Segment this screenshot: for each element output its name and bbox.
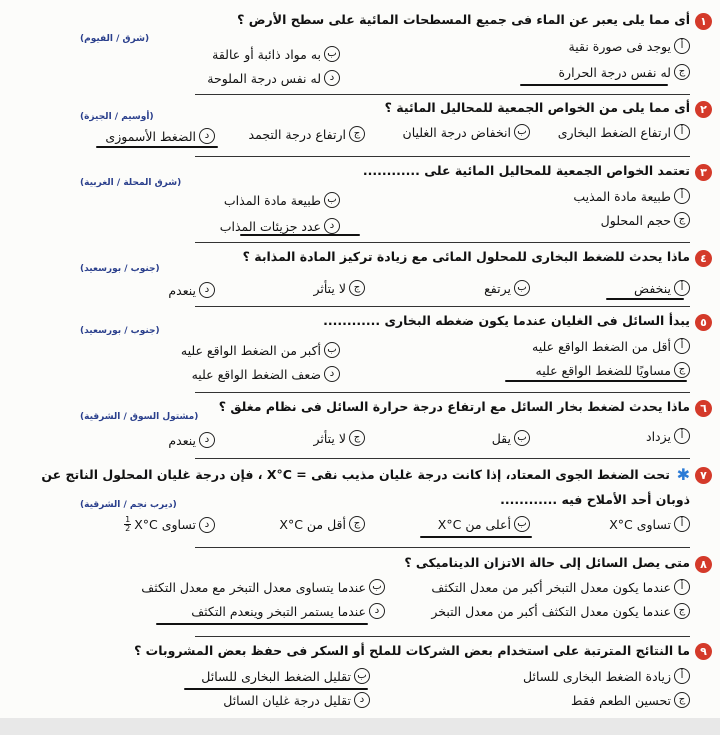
- option-marker: ج: [349, 280, 365, 296]
- separator: [195, 392, 690, 393]
- option-b[interactable]: [438, 516, 530, 532]
- answer-underline: [96, 146, 218, 148]
- question-number: ٧: [695, 467, 712, 484]
- answer-underline: [520, 84, 668, 86]
- option-marker: أ: [674, 668, 690, 684]
- question-number: ٩: [695, 643, 712, 660]
- option-b[interactable]: [181, 342, 340, 358]
- option-marker: أ: [674, 428, 690, 444]
- option-marker: ب: [514, 280, 530, 296]
- option-text: تحسين الطعم فقط: [571, 692, 671, 708]
- answer-underline: [420, 536, 532, 538]
- option-marker: ب: [324, 342, 340, 358]
- option-d[interactable]: [223, 692, 370, 708]
- option-marker: ج: [674, 64, 690, 80]
- option-c[interactable]: [601, 212, 690, 228]
- option-marker: ج: [674, 362, 690, 378]
- option-c[interactable]: [431, 603, 690, 619]
- fraction-denominator: 2: [125, 524, 131, 533]
- question-text: متى يصل السائل إلى حالة الاتزان الديناميكى ؟: [404, 555, 690, 570]
- option-text: ارتفاع درجة التجمد: [248, 126, 346, 142]
- option-text: تقليل درجة غليان السائل: [223, 692, 351, 708]
- option-marker: د: [199, 432, 215, 448]
- option-text: زيادة الضغط البخارى للسائل: [523, 668, 671, 684]
- option-text: حجم المحلول: [600, 212, 671, 228]
- option-marker: ج: [349, 516, 365, 532]
- option-a[interactable]: [609, 516, 690, 532]
- question-text: أى مما يلى يعبر عن الماء فى جميع المسطحات المائية على سطح الأرض ؟: [237, 12, 690, 27]
- option-d[interactable]: [122, 516, 215, 533]
- option-text: طبيعة مادة المذيب: [573, 188, 671, 204]
- option-marker: ج: [674, 603, 690, 619]
- question-source: (مشتول السوق / الشرقية): [80, 412, 199, 422]
- option-text: له نفس درجة الملوحة: [207, 70, 321, 86]
- separator: [195, 306, 690, 307]
- option-marker: د: [324, 366, 340, 382]
- option-b[interactable]: [492, 430, 530, 446]
- option-b[interactable]: [201, 668, 370, 684]
- asterisk-icon: ✱: [676, 465, 690, 484]
- answer-underline: [156, 623, 368, 625]
- option-text: يقل: [491, 430, 511, 446]
- option-text: مساويًا للضغط الواقع عليه: [535, 362, 671, 378]
- fraction-numerator: 1: [125, 515, 131, 524]
- option-d[interactable]: [191, 603, 385, 619]
- option-a[interactable]: [569, 38, 690, 54]
- question-text: تعتمد الخواص الجمعية للمحاليل المائية على ............: [362, 163, 690, 178]
- option-marker: د: [369, 603, 385, 619]
- option-c[interactable]: [313, 280, 365, 296]
- option-c[interactable]: [313, 430, 365, 446]
- option-text: أقل من الضغط الواقع عليه: [532, 338, 671, 354]
- option-c[interactable]: [279, 516, 365, 532]
- option-c[interactable]: [249, 126, 365, 142]
- option-marker: ج: [349, 126, 365, 142]
- question-text: ما النتائج المترتبة على استخدام بعض الشركات للملح أو السكر فى حفظ بعض المشروبات ؟: [134, 643, 690, 658]
- option-text: ينعدم: [168, 432, 196, 448]
- answer-underline: [240, 234, 360, 236]
- option-d[interactable]: [192, 366, 340, 382]
- option-a[interactable]: [532, 338, 690, 354]
- option-marker: ب: [369, 579, 385, 595]
- option-c[interactable]: [558, 64, 690, 80]
- option-marker: د: [324, 218, 340, 234]
- separator: [195, 156, 690, 157]
- question-text: أى مما يلى من الخواص الجمعية للمحاليل المائية ؟: [384, 100, 690, 115]
- option-a[interactable]: [523, 668, 690, 684]
- option-text: به مواد ذائبة أو عالقة: [212, 46, 321, 62]
- option-b[interactable]: [212, 46, 340, 62]
- option-marker: د: [199, 517, 215, 533]
- question-source: (شرق المحلة / الغربية): [80, 178, 182, 188]
- option-text: أقل من X°C: [279, 516, 346, 532]
- question-text: تحت الضغط الجوى المعتاد، إذا كانت درجة غليان مذيب نقى = X°C ، فإن درجة غليان المحلول الناتج عن: [41, 467, 670, 482]
- question-number: ٢: [695, 101, 712, 118]
- question-source: (شرق / الفيوم): [80, 34, 150, 44]
- option-a[interactable]: [634, 280, 690, 296]
- option-text: لا يتأثر: [313, 430, 346, 446]
- option-text: ارتفاع الضغط البخارى: [557, 124, 671, 140]
- option-marker: أ: [674, 338, 690, 354]
- option-text: عدد جزيئات المذاب: [219, 218, 321, 234]
- option-text: أكبر من الضغط الواقع عليه: [180, 342, 321, 358]
- question-source: (جنوب / بورسعيد): [80, 264, 160, 274]
- separator: [195, 242, 690, 243]
- option-text: انخفاض درجة الغليان: [402, 124, 511, 140]
- option-text: له نفس درجة الحرارة: [558, 64, 671, 80]
- option-text: يرتفع: [484, 280, 511, 296]
- question-text-continued: ذوبان أحد الأملاح فيه ............: [500, 492, 690, 507]
- option-a[interactable]: [573, 188, 690, 204]
- option-a[interactable]: [558, 124, 690, 140]
- option-d[interactable]: [220, 218, 340, 234]
- answer-underline: [184, 688, 368, 690]
- option-text: طبيعة مادة المذاب: [223, 192, 321, 208]
- option-text: عندما يكون معدل التكثف أكبر من معدل التبخر: [431, 603, 671, 619]
- separator: [195, 458, 690, 459]
- option-marker: د: [354, 692, 370, 708]
- option-text: عندما يستمر التبخر وينعدم التكثف: [191, 603, 366, 619]
- option-marker: ج: [349, 430, 365, 446]
- option-c[interactable]: [571, 692, 690, 708]
- option-text: تقليل الضغط البخارى للسائل: [201, 668, 351, 684]
- option-b[interactable]: [141, 579, 385, 595]
- option-text: ينعدم: [168, 282, 196, 298]
- option-marker: أ: [674, 516, 690, 532]
- option-text: ينخفض: [634, 280, 671, 296]
- option-text: يوجد فى صورة نقية: [568, 38, 671, 54]
- option-text: ضعف الضغط الواقع عليه: [191, 366, 321, 382]
- question-source: (جنوب / بورسعيد): [80, 326, 160, 336]
- option-marker: أ: [674, 579, 690, 595]
- page-bottom-edge: [0, 718, 720, 735]
- option-a[interactable]: [646, 428, 690, 444]
- option-c[interactable]: [536, 362, 691, 378]
- option-text: الضغط الأسموزى: [105, 128, 196, 144]
- option-text: تساوى X°C: [134, 517, 196, 532]
- question-source: (أوسيم / الجيزة): [80, 112, 154, 122]
- option-d[interactable]: [168, 432, 215, 448]
- option-d[interactable]: [105, 128, 215, 144]
- answer-underline: [505, 380, 687, 382]
- option-d[interactable]: [207, 70, 340, 86]
- option-text: أعلى من X°C: [437, 516, 511, 532]
- option-marker: ب: [324, 192, 340, 208]
- option-marker: أ: [674, 38, 690, 54]
- answer-underline: [606, 298, 684, 300]
- option-d[interactable]: [168, 282, 215, 298]
- option-marker: أ: [674, 280, 690, 296]
- question-source: (ديرب نجم / الشرقية): [80, 500, 177, 510]
- option-marker: ج: [674, 212, 690, 228]
- question-text: ماذا يحدث لضغط بخار السائل مع ارتفاع درجة حرارة السائل فى نظام مغلق ؟: [218, 399, 690, 414]
- question-text: يبدأ السائل فى الغليان عندما يكون ضغطه البخارى ............: [323, 313, 690, 328]
- option-marker: ب: [514, 124, 530, 140]
- option-marker: د: [324, 70, 340, 86]
- separator: [195, 547, 690, 548]
- option-marker: ب: [354, 668, 370, 684]
- question-number: ١: [695, 13, 712, 30]
- question-number: ٤: [695, 250, 712, 267]
- option-marker: ب: [514, 516, 530, 532]
- option-marker: د: [199, 128, 215, 144]
- option-marker: أ: [674, 124, 690, 140]
- option-text: يزداد: [646, 428, 671, 444]
- option-text: عندما يتساوى معدل التبخر مع معدل التكثف: [141, 579, 366, 595]
- separator: [195, 636, 690, 637]
- option-a[interactable]: [431, 579, 690, 595]
- separator: [195, 94, 690, 95]
- fraction: [124, 516, 131, 533]
- option-marker: ب: [514, 430, 530, 446]
- option-marker: أ: [674, 188, 690, 204]
- question-number: ٥: [695, 314, 712, 331]
- option-text: لا يتأثر: [313, 280, 346, 296]
- question-text: ماذا يحدث للضغط البخارى للمحلول المائى مع زيادة تركيز المادة المذابة ؟: [242, 249, 690, 264]
- option-b[interactable]: [484, 280, 530, 296]
- option-marker: ب: [324, 46, 340, 62]
- question-number: ٣: [695, 164, 712, 181]
- option-b[interactable]: [224, 192, 340, 208]
- option-b[interactable]: [403, 124, 530, 140]
- option-text: عندما يكون معدل التبخر أكبر من معدل التكثف: [431, 579, 671, 595]
- question-number: ٨: [695, 556, 712, 573]
- option-text: تساوى X°C: [609, 516, 671, 532]
- option-marker: ج: [674, 692, 690, 708]
- question-number: ٦: [695, 400, 712, 417]
- option-marker: د: [199, 282, 215, 298]
